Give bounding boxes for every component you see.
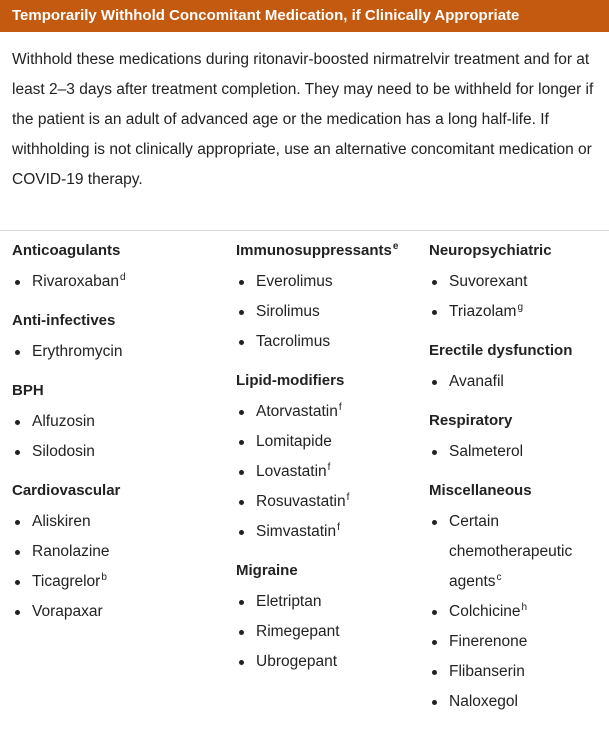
category-title-text: Anti-infectives (12, 312, 116, 329)
intro-paragraph: Withhold these medications during ritonavir-boosted nirmatrelvir treatment and for at least 2–3 days after treatment completion. They may need to be withheld for longer if the patient is an adult of advanced age or the medication has a long half-life. If withholding is not clinically appropriate, use an alternative concomitant medication or COVID-19 therapy. (0, 32, 609, 231)
table-header (0, 0, 609, 32)
medication-item (429, 597, 607, 627)
medication-name: Ubrogepant (256, 653, 338, 670)
medication-name: Atorvastatin (256, 403, 338, 420)
medication-name: Certain chemotherapeutic agents (449, 513, 573, 590)
category (12, 231, 222, 297)
medication-list (429, 367, 607, 397)
medication-item (429, 267, 607, 297)
medication-name: Lomitapide (256, 433, 332, 450)
medication-item (12, 507, 222, 537)
category-title (429, 327, 607, 361)
category-title-text: Erectile dysfunction (429, 342, 573, 359)
medication-item (429, 627, 607, 657)
category (12, 367, 222, 467)
medication-name: Simvastatin (256, 523, 337, 540)
medication-name: Eletriptan (256, 593, 322, 610)
medication-list (236, 587, 424, 677)
medication-item (429, 657, 607, 687)
medication-item (12, 537, 222, 567)
medication-list (429, 507, 607, 717)
column-3 (429, 231, 607, 717)
medication-name: Flibanserin (449, 663, 525, 680)
medication-item (12, 267, 222, 297)
medication-name: Finerenone (449, 633, 528, 650)
medication-item (429, 507, 599, 597)
category (236, 357, 424, 547)
category (429, 327, 607, 397)
medication-item (236, 517, 424, 547)
category-title-text: Neuropsychiatric (429, 242, 552, 259)
category-title-text: Cardiovascular (12, 482, 121, 499)
medication-item (236, 327, 424, 357)
category (236, 547, 424, 677)
medication-item (12, 567, 222, 597)
medication-columns (0, 231, 609, 751)
medication-name: Avanafil (449, 373, 504, 390)
medication-name: Aliskiren (32, 513, 91, 530)
column-1 (12, 231, 222, 627)
medication-item (236, 427, 424, 457)
category-title (429, 231, 607, 261)
medication-item (236, 457, 424, 487)
footnote-marker: g (517, 302, 524, 313)
medication-item (236, 617, 424, 647)
medication-name: Vorapaxar (32, 603, 103, 620)
category-title (429, 467, 607, 501)
medication-item (236, 297, 424, 327)
medication-item (429, 437, 607, 467)
footnote-marker: f (337, 522, 340, 533)
category (429, 231, 607, 327)
medication-item (236, 487, 424, 517)
medication-item (236, 397, 424, 427)
medication-item (236, 267, 424, 297)
footnote-marker: h (521, 602, 528, 613)
medication-list (12, 407, 222, 467)
category-title (12, 367, 222, 401)
medication-list (429, 437, 607, 467)
medication-name: Rimegepant (256, 623, 340, 640)
medication-name: Lovastatin (256, 463, 327, 480)
column-2 (236, 231, 424, 677)
medication-item (429, 367, 607, 397)
header-title: Temporarily Withhold Concomitant Medication, if Clinically Appropriate (12, 7, 520, 24)
medication-item (12, 407, 222, 437)
medication-name: Erythromycin (32, 343, 123, 360)
footnote-marker: f (346, 492, 350, 503)
category (429, 467, 607, 717)
medication-list (12, 267, 222, 297)
medication-item (12, 337, 222, 367)
category-title-text: Miscellaneous (429, 482, 532, 499)
category (12, 467, 222, 627)
medication-item (429, 687, 607, 717)
category-title-text: Immunosuppressants (236, 242, 392, 259)
medication-item (429, 297, 607, 327)
category-title-text: Anticoagulants (12, 242, 121, 259)
medication-name: Alfuzosin (32, 413, 95, 430)
medication-item (236, 587, 424, 617)
category-title (12, 231, 222, 261)
category (429, 397, 607, 467)
medication-name: Salmeterol (449, 443, 524, 460)
category-title (12, 297, 222, 331)
footnote-marker: b (101, 572, 107, 583)
medication-list (12, 337, 222, 367)
category-title (236, 231, 424, 261)
category-title-text: Lipid-modifiers (236, 372, 345, 389)
medication-list (236, 267, 424, 357)
footnote-marker: e (392, 241, 399, 252)
footnote-marker: f (327, 462, 331, 473)
medication-list (236, 397, 424, 547)
footnote-marker: c (496, 572, 502, 583)
medication-name: Silodosin (32, 443, 95, 460)
medication-name: Rivaroxaban (32, 273, 120, 290)
medication-name: Colchicine (449, 603, 521, 620)
medication-item (12, 597, 222, 627)
category (236, 231, 424, 357)
medication-name: Rosuvastatin (256, 493, 346, 510)
medication-name: Sirolimus (256, 303, 320, 320)
medication-name: Tacrolimus (256, 333, 331, 350)
medication-item (12, 437, 222, 467)
category-title (429, 397, 607, 431)
category-title-text: BPH (12, 382, 44, 399)
footnote-marker: f (338, 402, 342, 413)
footnote-marker: d (120, 272, 126, 283)
medication-list (12, 507, 222, 627)
category-title (236, 547, 424, 581)
medication-name: Naloxegol (449, 693, 518, 710)
medication-list (429, 267, 607, 327)
category-title-text: Migraine (236, 562, 298, 579)
medication-name: Ticagrelor (32, 573, 101, 590)
medication-name: Triazolam (449, 303, 517, 320)
medication-item (236, 647, 424, 677)
category-title-text: Respiratory (429, 412, 513, 429)
medication-name: Ranolazine (32, 543, 110, 560)
category-title (12, 467, 222, 501)
category-title (236, 357, 424, 391)
medication-name: Everolimus (256, 273, 333, 290)
medication-name: Suvorexant (449, 273, 528, 290)
category (12, 297, 222, 367)
